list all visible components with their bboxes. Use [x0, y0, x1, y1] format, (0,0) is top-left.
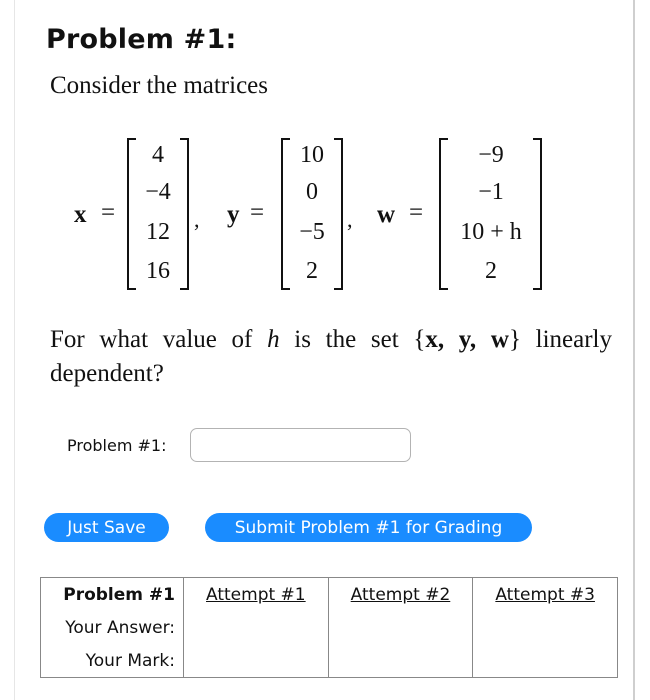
- table-cell: [328, 611, 473, 644]
- matrix-w-entry: −9: [478, 142, 504, 168]
- attempt-1-label[interactable]: Attempt #1: [206, 584, 306, 605]
- matrix-separator: ,: [347, 207, 353, 232]
- question-middle: is the set: [279, 326, 414, 353]
- matrix-separator: ,: [194, 207, 200, 232]
- question-variable: h: [267, 326, 280, 353]
- your-mark-label: Your Mark:: [41, 644, 184, 678]
- matrix-y-entry: 0: [306, 179, 318, 205]
- set-close-brace: }: [508, 326, 521, 353]
- matrix-y-right-bracket: [334, 139, 342, 289]
- problem-intro: Consider the matrices: [50, 72, 268, 99]
- table-cell: [473, 644, 618, 678]
- matrix-w-right-bracket: [533, 139, 541, 289]
- matrix-x-entry: −4: [145, 179, 171, 205]
- question-prefix: For what value of: [50, 326, 268, 353]
- attempts-table: [40, 577, 618, 678]
- set-open-brace: {: [413, 326, 426, 353]
- table-row: [41, 578, 618, 612]
- answer-label: Problem #1:: [67, 436, 167, 455]
- table-cell: [184, 644, 329, 678]
- matrix-x-left-bracket: [128, 139, 136, 289]
- problem-title: Problem #1:: [46, 24, 237, 55]
- matrix-y-entry: 10: [300, 142, 324, 168]
- matrix-w-left-bracket: [440, 139, 448, 289]
- attempt-3-label[interactable]: Attempt #3: [495, 584, 595, 605]
- matrix-y-name: y: [227, 201, 240, 228]
- table-header-problem: Problem #1: [41, 578, 184, 612]
- matrix-y-entry: −5: [299, 219, 325, 245]
- matrix-y-entry: 2: [306, 258, 318, 284]
- your-answer-label: Your Answer:: [41, 611, 184, 644]
- just-save-button[interactable]: Just Save: [44, 513, 169, 542]
- matrix-x-name: x: [74, 201, 87, 228]
- table-cell: [184, 611, 329, 644]
- matrix-x-entry: 4: [152, 142, 164, 168]
- table-cell: [473, 611, 618, 644]
- question-text: [50, 323, 612, 391]
- matrix-x-equals: =: [101, 199, 116, 226]
- matrix-x-right-bracket: [180, 139, 188, 289]
- table-row: [41, 611, 618, 644]
- matrix-x-entry: 16: [146, 258, 170, 284]
- matrix-y-left-bracket: [282, 139, 290, 289]
- table-cell: [328, 644, 473, 678]
- matrix-x-entry: 12: [146, 219, 170, 245]
- attempt-2-link[interactable]: [328, 578, 473, 612]
- matrix-y-equals: =: [250, 199, 265, 226]
- attempt-2-label[interactable]: Attempt #2: [350, 584, 451, 605]
- attempt-3-link[interactable]: [473, 578, 618, 612]
- answer-input[interactable]: [190, 428, 411, 462]
- question-suffix: linearly dependent?: [50, 326, 612, 387]
- set-vectors: x, y, w: [425, 326, 509, 353]
- attempt-1-link[interactable]: [184, 578, 329, 612]
- matrix-definitions: [0, 0, 650, 310]
- submit-button[interactable]: Submit Problem #1 for Grading: [205, 513, 532, 542]
- matrix-w-entry: −1: [478, 179, 504, 205]
- matrix-w-entry: 10 + h: [460, 219, 522, 245]
- matrix-w-entry: 2: [485, 258, 497, 284]
- matrix-w-equals: =: [409, 199, 424, 226]
- matrix-w-name: w: [377, 201, 396, 228]
- table-row: [41, 644, 618, 678]
